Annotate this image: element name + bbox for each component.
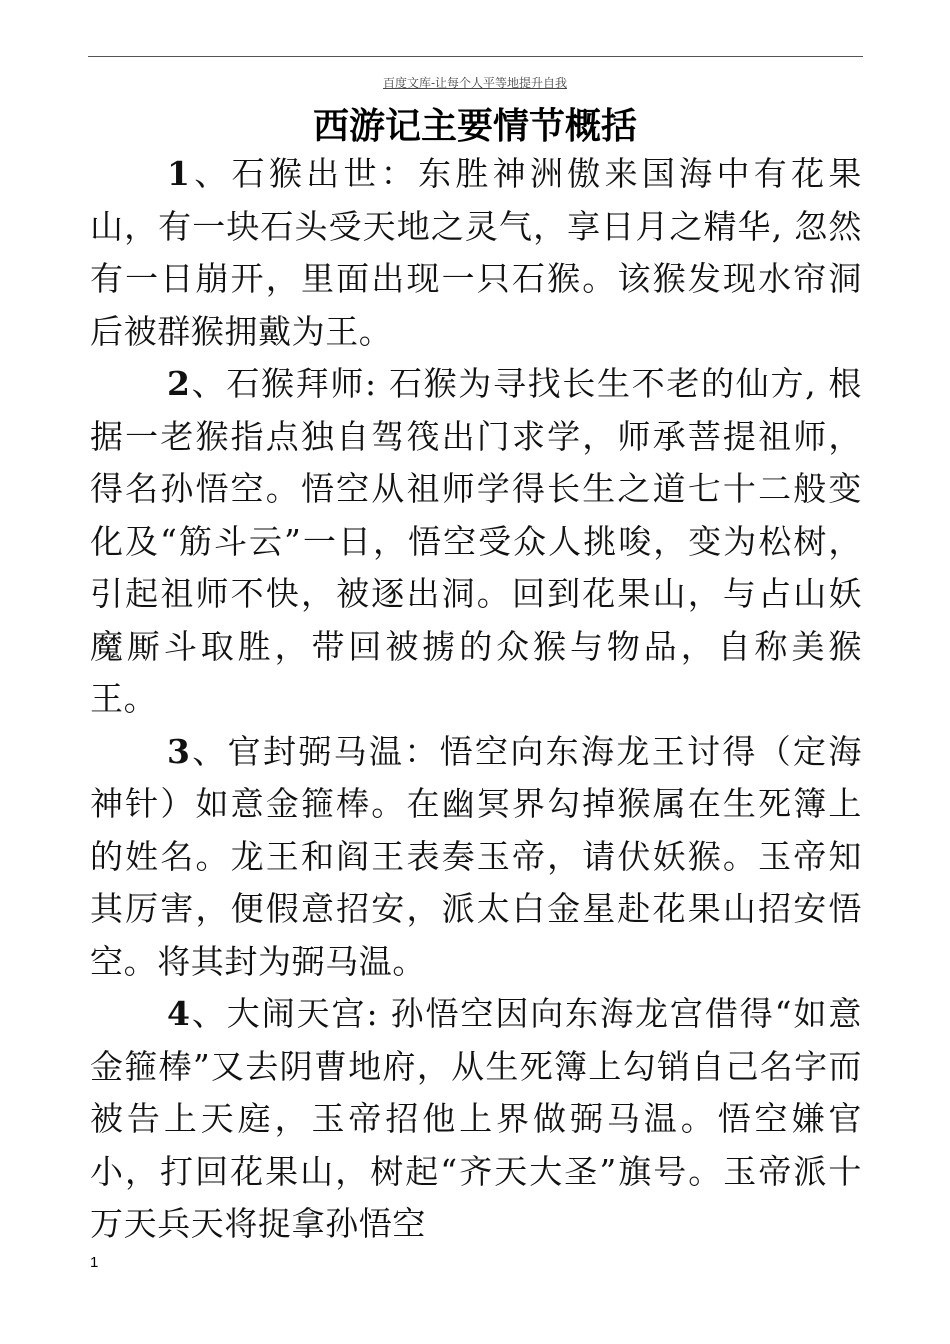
paragraph-text: 、官封弼马温：悟空向东海龙王讨得（定海神针）如意金箍棒。在幽冥界勾掉猴属在生死簿上的姓名。龙王和阎王表奏玉帝，请伏妖猴。玉帝知其厉害，便假意招安，派太白金星赴花果山招安悟空。将其封为弼马温。 — [90, 731, 862, 981]
header-text[interactable]: 百度文库-让每个人平等地提升自我 — [382, 76, 568, 90]
paragraph-3 — [90, 726, 862, 989]
paragraph-number: 1 — [167, 154, 191, 193]
paragraph-number: 3 — [167, 731, 191, 771]
paragraph-2 — [90, 358, 862, 726]
document-title: 西游记主要情节概括 — [312, 105, 637, 147]
paragraph-1 — [90, 148, 862, 358]
header-rule — [88, 56, 863, 57]
paragraph-text: 、大闹天宫: 孙悟空因向东海龙宫借得“如意金箍棒”又去阴曹地府，从生死簿上勾销自己名字而被告上天庭，玉帝招他上界做弼马温。悟空嫌官小，打回花果山，树起“齐天大圣”旗号。玉帝派十万天兵天将捉拿孙悟空 — [90, 994, 862, 1243]
paragraph-text: 、石猴拜师: 石猴为寻找长生不老的仙方, 根据一老猴指点独自驾筏出门求学，师承菩提祖师，得名孙悟空。悟空从祖师学得长生之道七十二般变化及“筋斗云”一日，悟空受众人挑唆，变为松树，引起祖师不快，被逐出洞。回到花果山，与占山妖魔厮斗取胜，带回被掳的众猴与物品，自称美猴王。 — [90, 364, 862, 718]
paragraph-text: 、石猴出世：东胜神洲傲来国海中有花果山，有一块石头受天地之灵气，享日月之精华, 忽然有一日崩开，里面出现一只石猴。该猴发现水帘洞后被群猴拥戴为王。 — [90, 154, 862, 351]
paragraph-number: 4 — [167, 994, 191, 1033]
document-body — [90, 148, 862, 1251]
page-number: 1 — [90, 1254, 99, 1271]
paragraph-number: 2 — [167, 364, 191, 403]
paragraph-4 — [90, 988, 862, 1251]
